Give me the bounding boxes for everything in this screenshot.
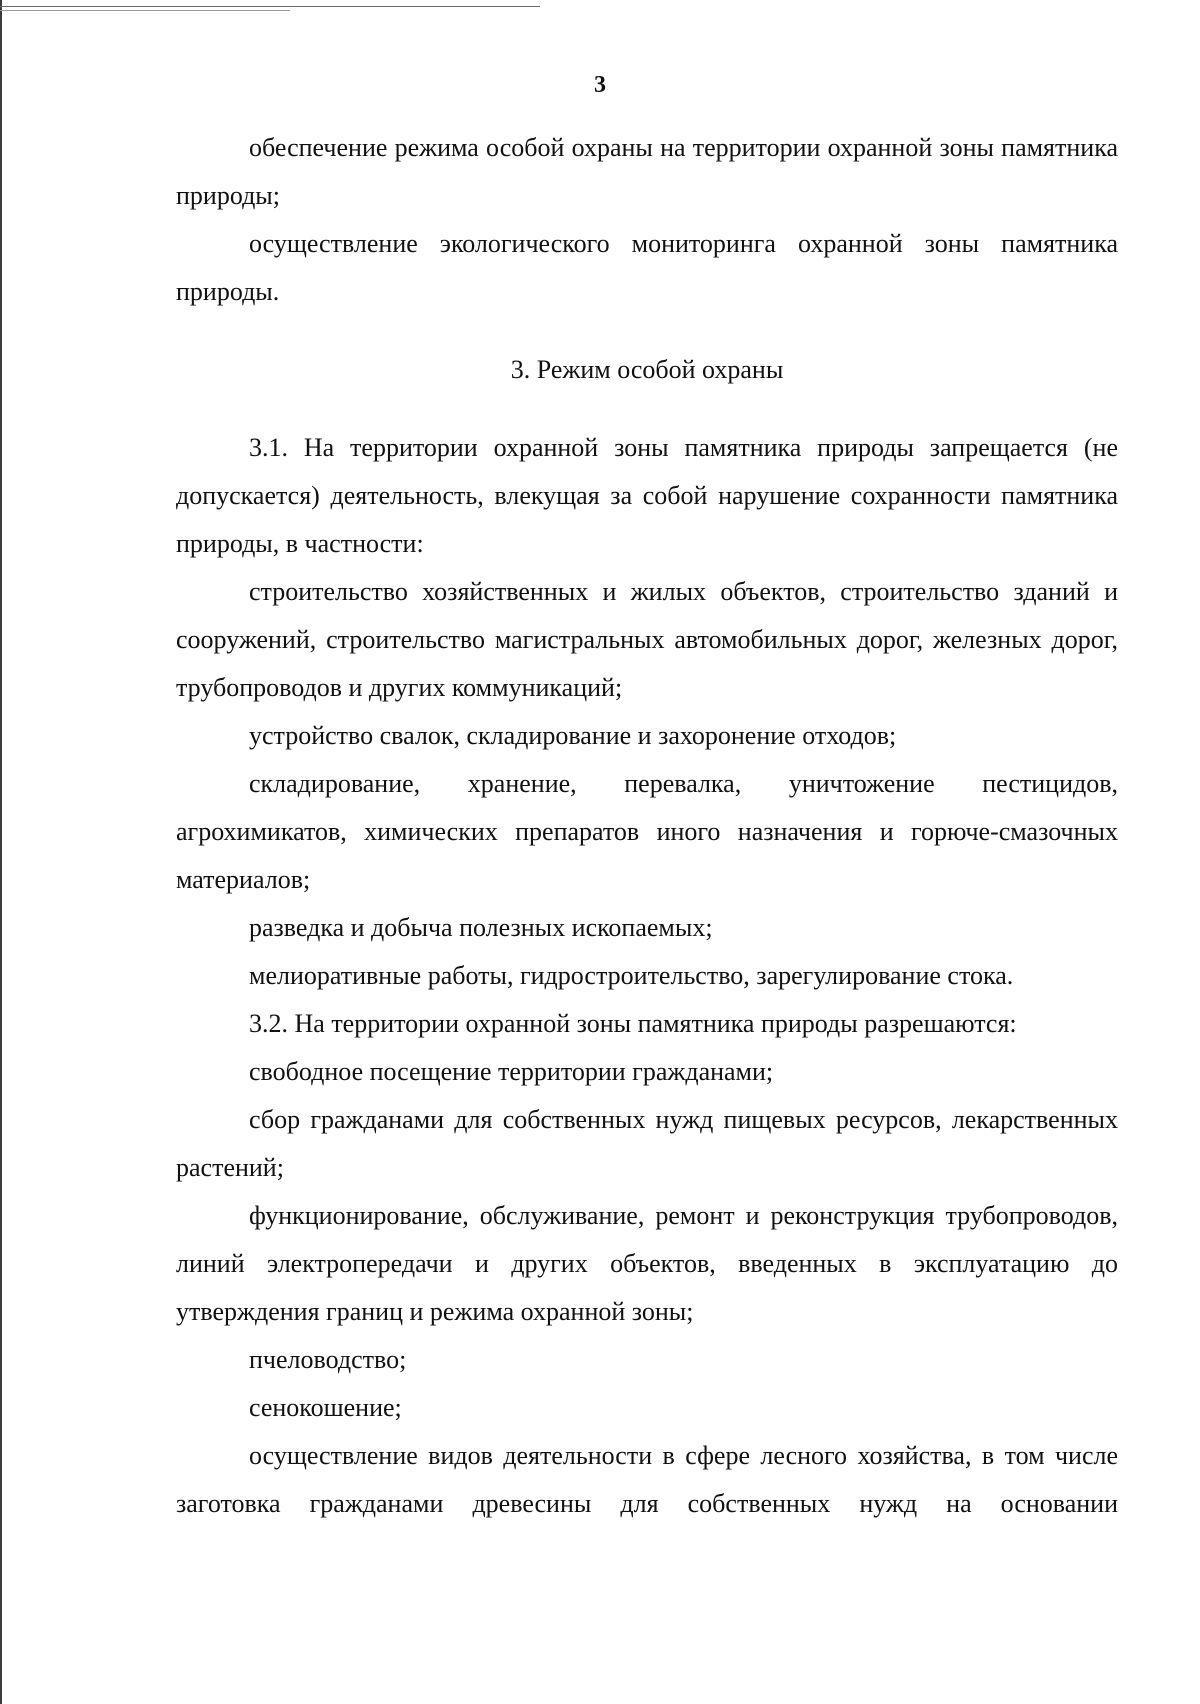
list-item: мелиоративные работы, гидростроительство, зарегулирование стока. — [249, 961, 1014, 990]
list-item: сенокошение; — [249, 1393, 402, 1422]
paragraph: 3.1. На территории охранной зоны памятника природы запрещается (не допускается) деятельность, влекущая за собой нарушение сохранности памятника природы, в частности: — [176, 433, 1118, 558]
list-item: пчеловодство; — [249, 1345, 407, 1374]
scan-edge-left — [0, 0, 2, 1704]
paragraph: осуществление экологического мониторинга охранной зоны памятника природы. — [176, 229, 1118, 306]
list-item: сбор гражданами для собственных нужд пищевых ресурсов, лекарственных растений; — [176, 1105, 1118, 1182]
paragraph: обеспечение режима особой охраны на территории охранной зоны памятника природы; — [176, 133, 1118, 210]
list-item: разведка и добыча полезных ископаемых; — [249, 913, 713, 942]
section-heading: 3. Режим особой охраны — [510, 355, 784, 384]
scan-edge-top-secondary — [0, 10, 290, 11]
list-item: осуществление видов деятельности в сфере лесного хозяйства, в том числе заготовка гражданами древесины для собственных нужд на основании — [176, 1441, 1118, 1518]
paragraph: 3.2. На территории охранной зоны памятника природы разрешаются: — [249, 1009, 1017, 1038]
list-item: функционирование, обслуживание, ремонт и реконструкция трубопроводов, линий электропередачи и других объектов, введенных в эксплуатацию до утверждения границ и режима охранной зоны; — [176, 1201, 1118, 1326]
page-number: 3 — [594, 72, 606, 98]
scan-edge-top — [0, 6, 540, 7]
list-item: строительство хозяйственных и жилых объектов, строительство зданий и сооружений, строительство магистральных автомобильных дорог, железных дорог, трубопроводов и других коммуникаций; — [176, 577, 1118, 702]
list-item: свободное посещение территории гражданами; — [249, 1057, 774, 1086]
list-item: устройство свалок, складирование и захоронение отходов; — [249, 721, 897, 750]
body-text — [176, 124, 1118, 1528]
list-item: складирование, хранение, перевалка, уничтожение пестицидов, агрохимикатов, химических препаратов иного назначения и горюче-смазочных материалов; — [176, 769, 1118, 894]
